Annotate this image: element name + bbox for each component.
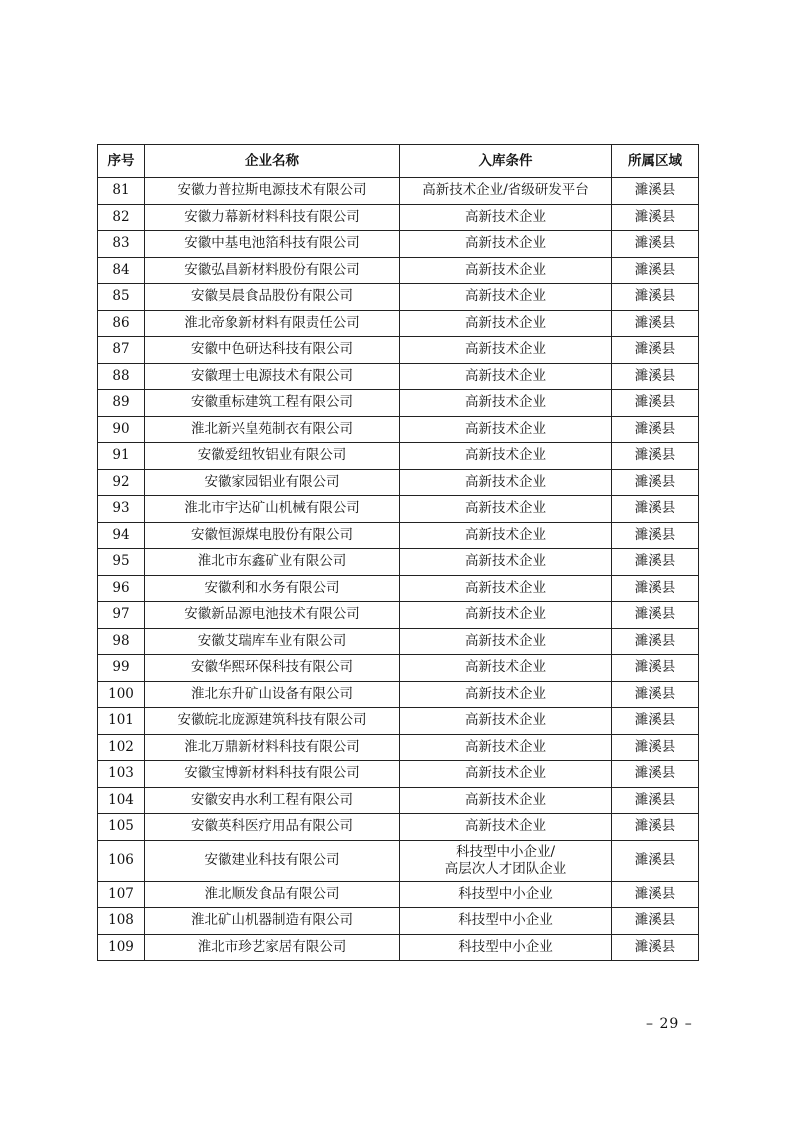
table-row [98,840,699,881]
cell-admission-condition [400,178,612,205]
condition-line: 高新技术企业 [465,473,546,490]
condition-line: 高新技术企业 [465,818,546,835]
table-row [98,178,699,205]
cell-admission-condition [400,787,612,814]
cell-enterprise-name: 淮北顺发食品有限公司 [145,881,400,908]
cell-serial-number: 105 [98,814,145,841]
table-row [98,575,699,602]
cell-enterprise-name: 安徽英科医疗用品有限公司 [145,814,400,841]
table-body [98,178,699,961]
table-row [98,496,699,523]
cell-serial-number: 102 [98,734,145,761]
condition-line: 高新技术企业 [465,261,546,278]
cell-region: 濉溪县 [612,787,699,814]
cell-region: 濉溪县 [612,908,699,935]
condition-line: 高新技术企业 [465,553,546,570]
cell-enterprise-name: 安徽力普拉斯电源技术有限公司 [145,178,400,205]
cell-enterprise-name: 淮北新兴皇苑制衣有限公司 [145,416,400,443]
table-row [98,628,699,655]
cell-region: 濉溪县 [612,814,699,841]
table-row [98,708,699,735]
cell-region: 濉溪县 [612,655,699,682]
cell-admission-condition [400,231,612,258]
condition-line: 高新技术企业/省级研发平台 [422,182,589,199]
condition-line: 高新技术企业 [465,738,546,755]
cell-admission-condition [400,549,612,576]
table-row [98,787,699,814]
condition-line: 高新技术企业 [465,208,546,225]
cell-region: 濉溪县 [612,363,699,390]
condition-line: 高新技术企业 [465,579,546,596]
cell-admission-condition [400,416,612,443]
condition-line: 高新技术企业 [465,500,546,517]
cell-enterprise-name: 安徽恒源煤电股份有限公司 [145,522,400,549]
table-row [98,881,699,908]
cell-admission-condition [400,655,612,682]
table-row [98,934,699,961]
cell-region: 濉溪县 [612,257,699,284]
condition-line: 高新技术企业 [465,420,546,437]
cell-enterprise-name: 安徽建业科技有限公司 [145,840,400,881]
condition-line: 高新技术企业 [465,632,546,649]
cell-serial-number: 107 [98,881,145,908]
condition-line: 高新技术企业 [465,367,546,384]
cell-region: 濉溪县 [612,881,699,908]
table-row [98,549,699,576]
cell-region: 濉溪县 [612,416,699,443]
cell-region: 濉溪县 [612,734,699,761]
table-row [98,337,699,364]
cell-admission-condition [400,443,612,470]
cell-enterprise-name: 安徽昊晨食品股份有限公司 [145,284,400,311]
cell-serial-number: 90 [98,416,145,443]
cell-enterprise-name: 淮北市宇达矿山机械有限公司 [145,496,400,523]
cell-region: 濉溪县 [612,204,699,231]
condition-line: 高新技术企业 [465,314,546,331]
cell-admission-condition [400,934,612,961]
header-enterprise-name: 企业名称 [145,145,400,178]
cell-enterprise-name: 安徽家园铝业有限公司 [145,469,400,496]
condition-line: 科技型中小企业/ [455,843,556,860]
table-row [98,602,699,629]
cell-region: 濉溪县 [612,681,699,708]
table-row [98,416,699,443]
cell-admission-condition [400,628,612,655]
cell-admission-condition [400,908,612,935]
condition-line: 高新技术企业 [465,288,546,305]
table-header [98,145,699,178]
table-row [98,655,699,682]
cell-enterprise-name: 淮北帝象新材料有限责任公司 [145,310,400,337]
cell-admission-condition [400,881,612,908]
cell-region: 濉溪县 [612,496,699,523]
enterprise-table [97,144,699,961]
cell-region: 濉溪县 [612,469,699,496]
cell-enterprise-name: 淮北万鼎新材料科技有限公司 [145,734,400,761]
cell-region: 濉溪县 [612,284,699,311]
cell-serial-number: 93 [98,496,145,523]
cell-serial-number: 99 [98,655,145,682]
table-row [98,443,699,470]
cell-admission-condition [400,204,612,231]
cell-serial-number: 96 [98,575,145,602]
cell-serial-number: 109 [98,934,145,961]
cell-admission-condition [400,522,612,549]
header-admission-condition: 入库条件 [400,145,612,178]
cell-region: 濉溪县 [612,761,699,788]
condition-line: 高层次人才团队企业 [444,860,567,877]
cell-enterprise-name: 安徽中基电池箔科技有限公司 [145,231,400,258]
condition-line: 高新技术企业 [465,791,546,808]
cell-enterprise-name: 安徽爱纽牧铝业有限公司 [145,443,400,470]
cell-region: 濉溪县 [612,602,699,629]
cell-serial-number: 108 [98,908,145,935]
cell-serial-number: 106 [98,840,145,881]
cell-serial-number: 81 [98,178,145,205]
header-row [98,145,699,178]
cell-admission-condition [400,310,612,337]
condition-line: 高新技术企业 [465,447,546,464]
cell-serial-number: 92 [98,469,145,496]
cell-serial-number: 101 [98,708,145,735]
cell-serial-number: 88 [98,363,145,390]
condition-line: 科技型中小企业 [458,912,553,929]
header-region: 所属区域 [612,145,699,178]
cell-region: 濉溪县 [612,522,699,549]
cell-enterprise-name: 安徽皖北庞源建筑科技有限公司 [145,708,400,735]
condition-line: 高新技术企业 [465,765,546,782]
table-row [98,363,699,390]
cell-region: 濉溪县 [612,549,699,576]
cell-enterprise-name: 安徽安冉水利工程有限公司 [145,787,400,814]
cell-serial-number: 89 [98,390,145,417]
table-row [98,310,699,337]
cell-region: 濉溪县 [612,443,699,470]
cell-enterprise-name: 安徽新品源电池技术有限公司 [145,602,400,629]
condition-line: 科技型中小企业 [458,938,553,955]
table-row [98,761,699,788]
cell-enterprise-name: 安徽重标建筑工程有限公司 [145,390,400,417]
enterprise-table-container [97,144,698,961]
cell-region: 濉溪县 [612,390,699,417]
cell-admission-condition [400,469,612,496]
cell-serial-number: 83 [98,231,145,258]
cell-serial-number: 103 [98,761,145,788]
cell-region: 濉溪县 [612,178,699,205]
cell-enterprise-name: 安徽艾瑞库车业有限公司 [145,628,400,655]
cell-serial-number: 87 [98,337,145,364]
cell-serial-number: 82 [98,204,145,231]
cell-admission-condition [400,761,612,788]
table-row [98,284,699,311]
cell-admission-condition [400,575,612,602]
condition-line: 高新技术企业 [465,235,546,252]
cell-serial-number: 100 [98,681,145,708]
table-row [98,257,699,284]
cell-admission-condition [400,337,612,364]
table-row [98,522,699,549]
cell-region: 濉溪县 [612,337,699,364]
cell-region: 濉溪县 [612,310,699,337]
cell-serial-number: 95 [98,549,145,576]
cell-admission-condition [400,814,612,841]
table-row [98,814,699,841]
table-row [98,231,699,258]
cell-admission-condition [400,257,612,284]
table-row [98,734,699,761]
cell-enterprise-name: 淮北市东鑫矿业有限公司 [145,549,400,576]
cell-serial-number: 104 [98,787,145,814]
cell-enterprise-name: 淮北市珍艺家居有限公司 [145,934,400,961]
cell-enterprise-name: 安徽理士电源技术有限公司 [145,363,400,390]
condition-line: 高新技术企业 [465,712,546,729]
cell-region: 濉溪县 [612,934,699,961]
table-row [98,390,699,417]
cell-serial-number: 91 [98,443,145,470]
condition-line: 高新技术企业 [465,659,546,676]
cell-region: 濉溪县 [612,575,699,602]
cell-enterprise-name: 淮北矿山机器制造有限公司 [145,908,400,935]
condition-line: 高新技术企业 [465,526,546,543]
cell-enterprise-name: 安徽华熙环保科技有限公司 [145,655,400,682]
condition-line: 高新技术企业 [465,394,546,411]
cell-enterprise-name: 安徽力幕新材料科技有限公司 [145,204,400,231]
cell-region: 濉溪县 [612,708,699,735]
cell-region: 濉溪县 [612,231,699,258]
cell-admission-condition [400,284,612,311]
cell-admission-condition [400,681,612,708]
cell-admission-condition [400,840,612,881]
cell-serial-number: 98 [98,628,145,655]
cell-region: 濉溪县 [612,840,699,881]
cell-enterprise-name: 安徽中色研达科技有限公司 [145,337,400,364]
cell-admission-condition [400,363,612,390]
cell-serial-number: 85 [98,284,145,311]
table-row [98,908,699,935]
condition-line: 高新技术企业 [465,341,546,358]
condition-line: 高新技术企业 [465,685,546,702]
cell-admission-condition [400,602,612,629]
condition-line: 高新技术企业 [465,606,546,623]
cell-serial-number: 94 [98,522,145,549]
cell-admission-condition [400,496,612,523]
table-row [98,204,699,231]
cell-serial-number: 97 [98,602,145,629]
page-number: – 29 – [646,1016,693,1032]
cell-region: 濉溪县 [612,628,699,655]
cell-serial-number: 86 [98,310,145,337]
condition-line: 科技型中小企业 [458,885,553,902]
header-serial-number: 序号 [98,145,145,178]
cell-enterprise-name: 安徽利和水务有限公司 [145,575,400,602]
table-row [98,681,699,708]
cell-admission-condition [400,390,612,417]
cell-admission-condition [400,734,612,761]
cell-enterprise-name: 淮北东升矿山设备有限公司 [145,681,400,708]
cell-enterprise-name: 安徽宝博新材料科技有限公司 [145,761,400,788]
cell-serial-number: 84 [98,257,145,284]
cell-enterprise-name: 安徽弘昌新材料股份有限公司 [145,257,400,284]
cell-admission-condition [400,708,612,735]
table-row [98,469,699,496]
